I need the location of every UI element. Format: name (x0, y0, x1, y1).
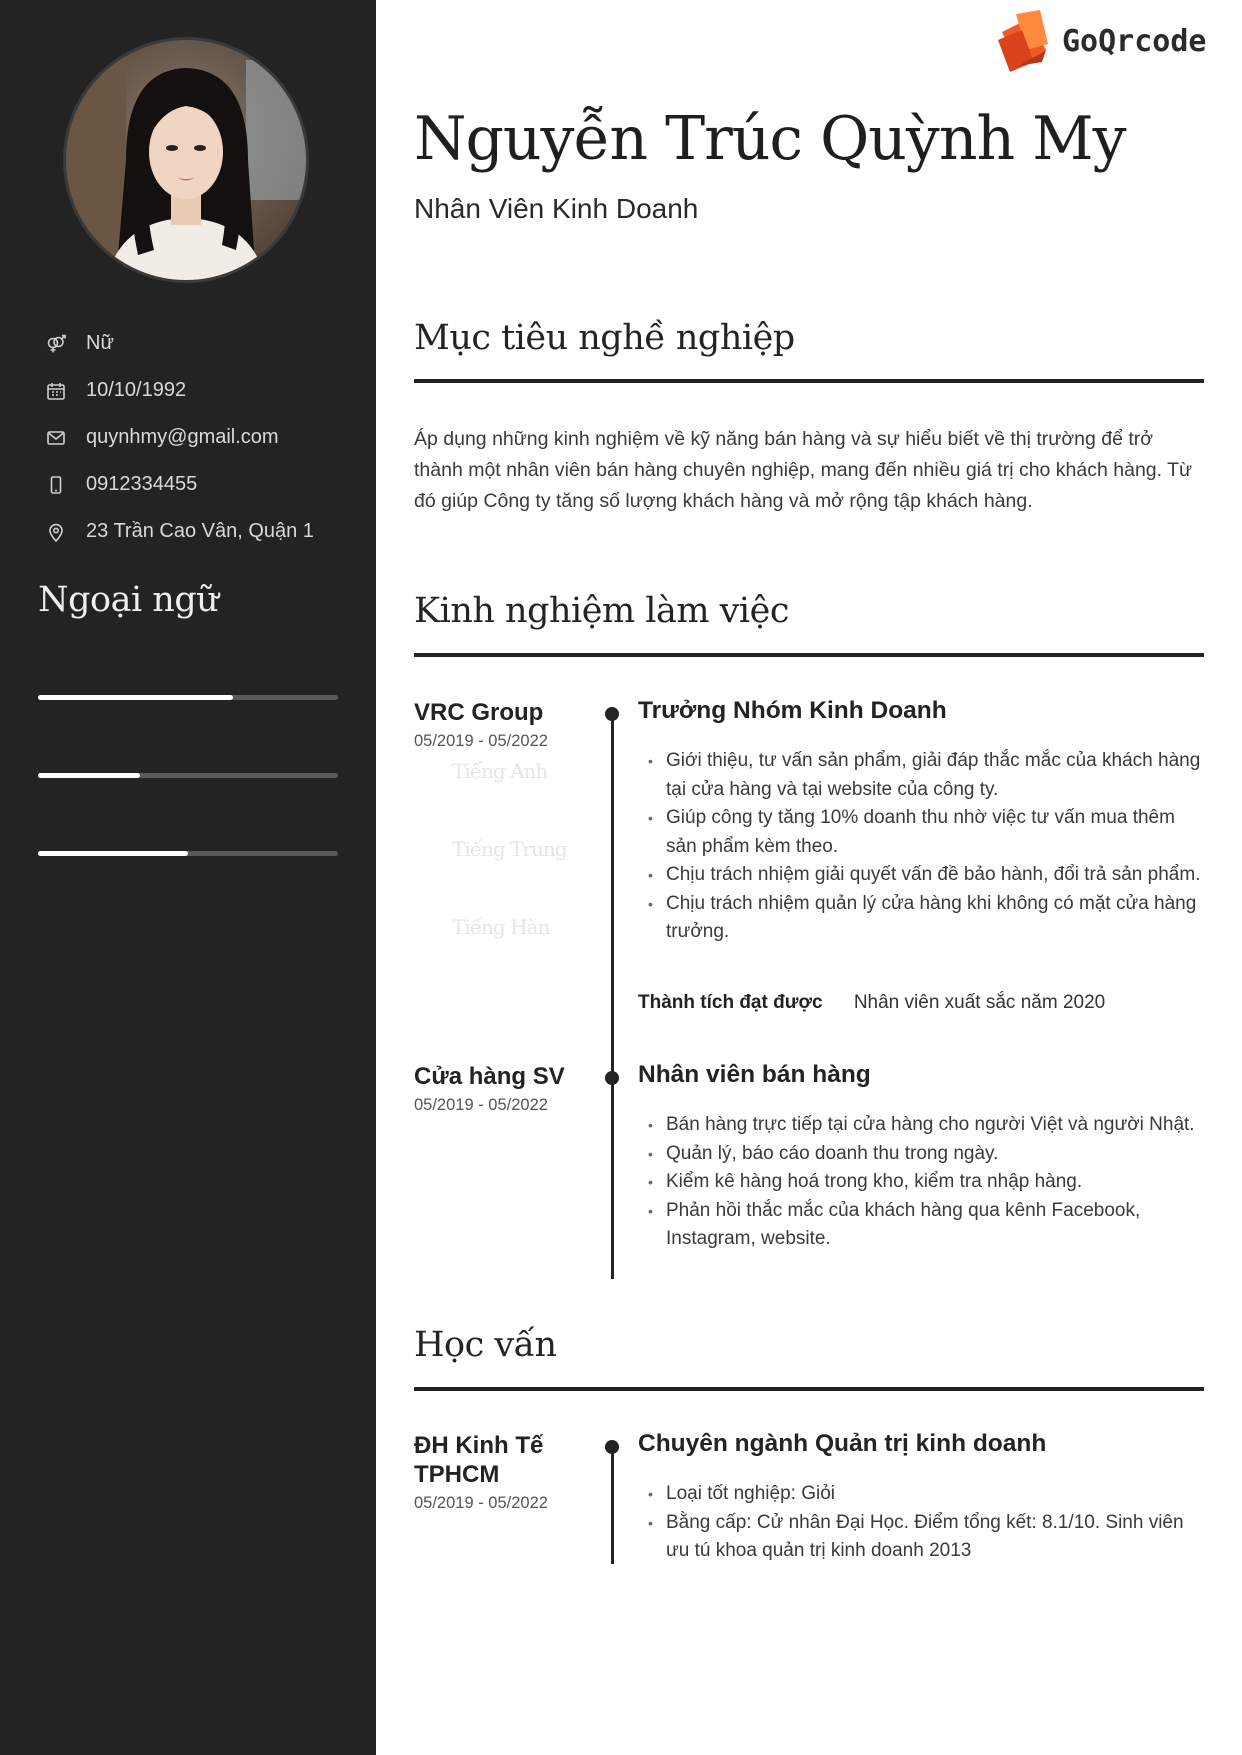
section-divider (414, 653, 1204, 657)
profile-photo (66, 40, 306, 280)
contact-email[interactable] (44, 414, 364, 461)
bullet-item: • Giúp công ty tăng 10% doanh thu nhờ việc tư vấn mua thêm sản phẩm kèm theo. (648, 804, 1208, 861)
mail-icon (44, 426, 68, 450)
brand-name: GoQrcode (1062, 23, 1207, 59)
education-date: 05/2019 - 05/2022 (414, 1494, 548, 1512)
achievement (638, 992, 1105, 1014)
bullet-item: • Kiểm kê hàng hoá trong kho, kiểm tra nhập hàng. (648, 1168, 1208, 1197)
language-name: Tiếng Anh (452, 759, 548, 783)
education-role: Chuyên ngành Quản trị kinh doanh (638, 1430, 1047, 1457)
experience-bullets (648, 1111, 1208, 1254)
section-divider (414, 1387, 1204, 1391)
languages-title: Ngoại ngữ (38, 580, 219, 620)
experience-date: 05/2019 - 05/2022 (414, 732, 548, 750)
location-icon (44, 520, 68, 544)
achievement-label: Thành tích đạt được (638, 992, 823, 1013)
gender-text: Nữ (86, 332, 114, 354)
candidate-name: Nguyễn Trúc Quỳnh My (414, 104, 1126, 174)
bullet-item: • Chịu trách nhiệm quản lý cửa hàng khi không có mặt cửa hàng trưởng. (648, 890, 1208, 947)
bullet-item: • Giới thiệu, tư vấn sản phẩm, giải đáp thắc mắc của khách hàng tại cửa hàng và tại website của công ty. (648, 747, 1208, 804)
birthday-text: 10/10/1992 (86, 379, 187, 401)
bullet-item: • Loại tốt nghiệp: Giỏi (648, 1480, 1208, 1509)
objective-text: Áp dụng những kinh nghiệm về kỹ năng bán hàng và sự hiểu biết về thị trường để trở thành một nhân viên bán hàng chuyên nghiệp, mang đến nhiều giá trị cho khách hàng. Từ đó giúp Công ty tăng số lượng khách hàng và mở rộng tập khách hàng. (414, 428, 1193, 512)
contact-address (44, 508, 364, 555)
language-name: Tiếng Trung (452, 837, 567, 861)
contact-birthday (44, 367, 364, 414)
contact-phone[interactable] (44, 461, 364, 508)
language-level-fill (38, 851, 188, 856)
email-text[interactable]: quynhmy@gmail.com (86, 426, 279, 448)
calendar-icon (44, 379, 68, 403)
education-org: ĐH Kinh Tế TPHCM (414, 1432, 544, 1488)
bullet-item: • Bằng cấp: Cử nhân Đại Học. Điểm tổng kết: 8.1/10. Sinh viên ưu tú khoa quản trị kinh doanh 2013 (648, 1509, 1208, 1566)
phone-icon (44, 473, 68, 497)
education-bullets (648, 1480, 1208, 1566)
experience-bullets (648, 747, 1208, 947)
experience-role: Nhân viên bán hàng (638, 1061, 871, 1088)
achievement-text: Nhân viên xuất sắc năm 2020 (853, 992, 1106, 1013)
language-level-track (38, 695, 338, 700)
bullet-item: • Chịu trách nhiệm giải quyết vấn đề bảo hành, đổi trả sản phẩm. (648, 861, 1208, 890)
timeline-dot (605, 707, 619, 721)
language-name: Tiếng Hàn (452, 915, 550, 939)
experience-timeline (611, 712, 614, 1279)
language-level-fill (38, 773, 140, 778)
bullet-item: • Quản lý, báo cáo doanh thu trong ngày. (648, 1140, 1208, 1169)
experience-role: Trưởng Nhóm Kinh Doanh (638, 697, 947, 724)
language-level-fill (38, 695, 233, 700)
bullet-item: • Bán hàng trực tiếp tại cửa hàng cho người Việt và người Nhật. (648, 1111, 1208, 1140)
contact-gender (44, 320, 364, 367)
experience-date: 05/2019 - 05/2022 (414, 1096, 548, 1114)
objective-title: Mục tiêu nghề nghiệp (414, 318, 795, 358)
language-level-track (38, 773, 338, 778)
experience-org: VRC Group (414, 699, 544, 726)
experience-org: Cửa hàng SV (414, 1063, 565, 1090)
candidate-role: Nhân Viên Kinh Doanh (414, 193, 699, 224)
section-divider (414, 379, 1204, 383)
experience-title: Kinh nghiệm làm việc (414, 591, 789, 631)
education-timeline (611, 1446, 614, 1564)
bullet-item: • Phản hồi thắc mắc của khách hàng qua kênh Facebook, Instagram, website. (648, 1197, 1208, 1254)
phone-text[interactable]: 0912334455 (86, 473, 198, 495)
timeline-dot (605, 1440, 619, 1454)
education-title: Học vấn (414, 1325, 557, 1365)
contact-list (44, 320, 364, 555)
timeline-dot (605, 1071, 619, 1085)
brand-logo (996, 10, 1207, 72)
goqrcode-logo-icon (996, 10, 1052, 72)
gender-icon (44, 332, 68, 356)
address-text: 23 Trần Cao Vân, Quận 1 (86, 520, 314, 542)
language-level-track (38, 851, 338, 856)
